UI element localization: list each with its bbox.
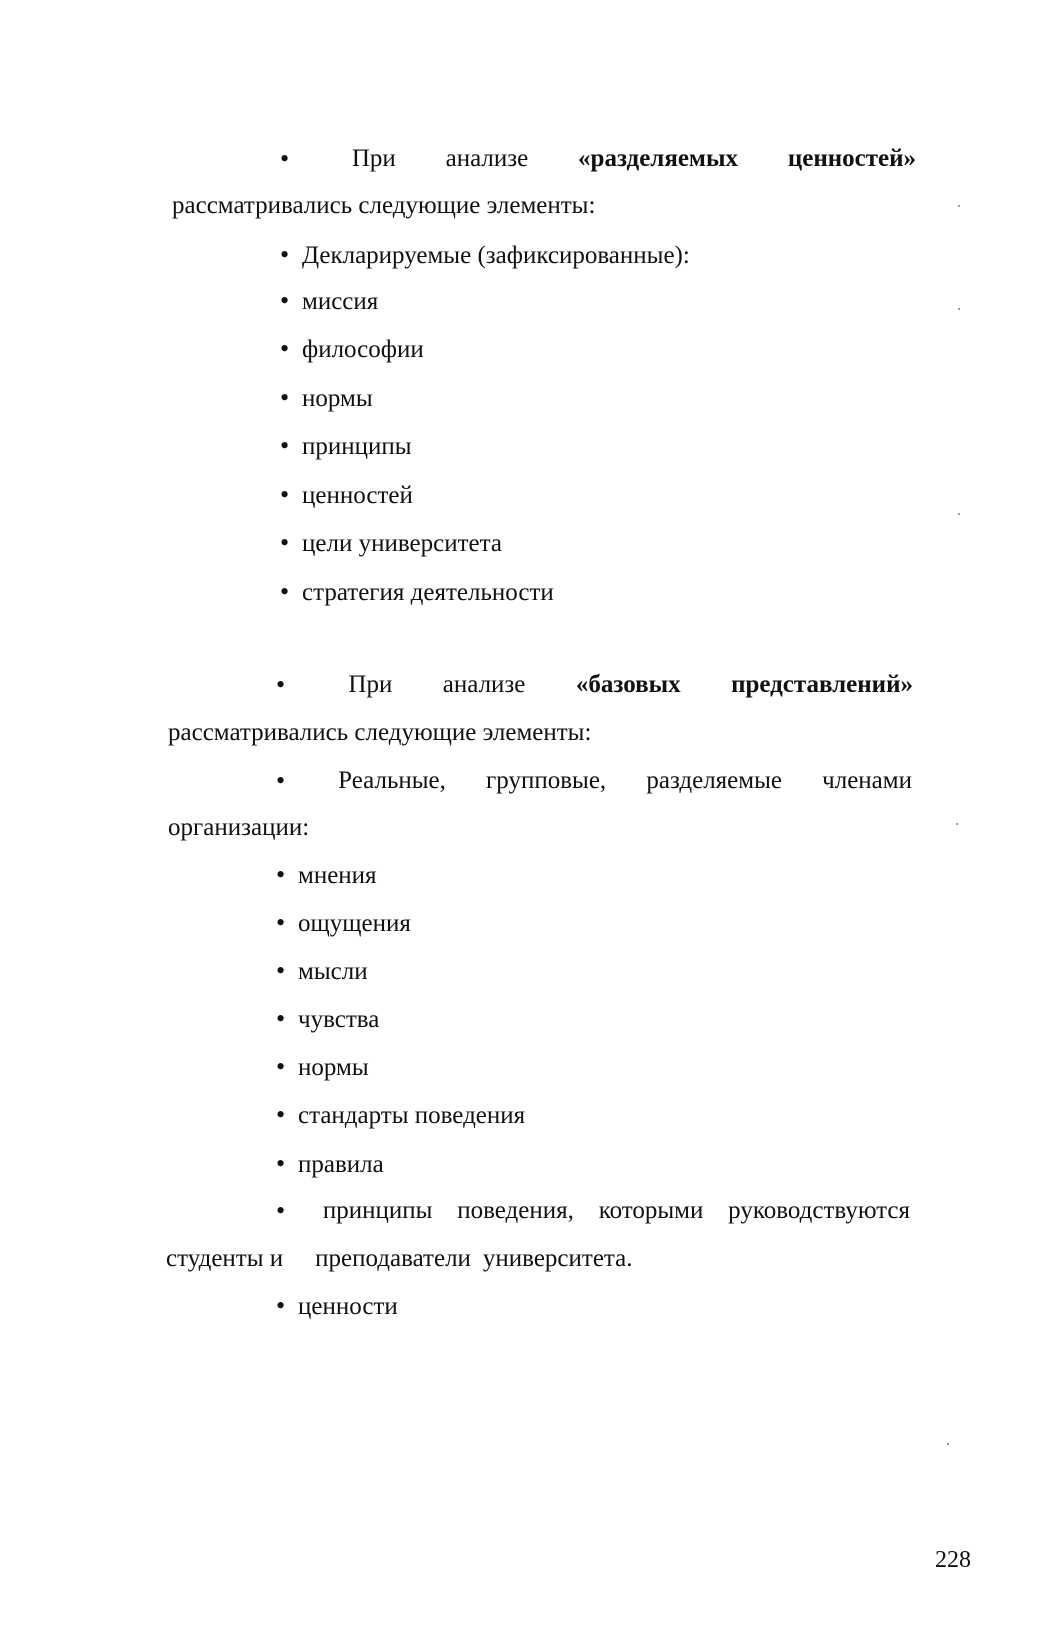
list-item: • принципы <box>280 431 412 462</box>
intro-word: «разделяемых <box>578 145 738 172</box>
principles-item <box>276 1196 910 1226</box>
list-item: • стандарты поведения <box>276 1100 525 1131</box>
intro-word: «базовых <box>575 671 681 698</box>
heading-word: членами <box>822 767 912 794</box>
list-item: • нормы <box>280 383 373 414</box>
scan-speck <box>956 823 958 825</box>
section2-intro-cont: рассматривались следующие элементы: <box>168 719 592 746</box>
scan-speck <box>947 1443 949 1445</box>
page-number: 228 <box>935 1547 971 1573</box>
real-heading-cont: организации: <box>168 814 310 841</box>
list-item: • ценности <box>276 1291 398 1322</box>
list-item: • ценностей <box>280 480 413 511</box>
section2-intro <box>276 670 913 700</box>
list-item: • правила <box>276 1149 384 1180</box>
real-heading <box>276 766 912 796</box>
list-item: • чувства <box>276 1004 379 1035</box>
scan-speck <box>958 308 960 310</box>
declared-heading: • Декларируемые (зафиксированные): <box>280 240 690 271</box>
cont-word: университета. <box>482 1245 633 1272</box>
heading-word: разделяемые <box>646 767 782 794</box>
list-item: • стратегия деятельности <box>280 577 554 608</box>
principles-cont <box>166 1244 633 1274</box>
section1-intro <box>280 144 916 174</box>
heading-word: групповые, <box>486 767 607 794</box>
intro-word: • При <box>348 671 393 698</box>
item-word: которыми <box>598 1197 704 1224</box>
intro-word: представлений» <box>731 671 913 698</box>
scan-speck <box>958 513 960 515</box>
item-word: поведения, <box>457 1197 574 1224</box>
scan-speck <box>958 205 960 207</box>
intro-word: ценностей» <box>787 145 916 172</box>
intro-word: анализе <box>442 671 526 698</box>
list-item: • ощущения <box>276 908 411 939</box>
intro-word: анализе <box>445 145 529 172</box>
heading-word: • Реальные, <box>338 767 446 794</box>
list-item: • мнения <box>276 860 377 891</box>
list-item: • цели университета <box>280 528 502 559</box>
item-word: • принципы <box>322 1197 433 1224</box>
list-item: • мысли <box>276 956 368 987</box>
cont-word: студенты и <box>166 1245 284 1272</box>
list-item: • миссия <box>280 286 378 317</box>
list-item: • нормы <box>276 1052 369 1083</box>
item-word: руководствуются <box>728 1197 910 1224</box>
intro-word: • При <box>351 145 396 172</box>
cont-word: преподаватели <box>315 1245 471 1272</box>
section1-intro-cont: рассматривались следующие элементы: <box>172 192 596 219</box>
list-item: • философии <box>280 334 424 365</box>
